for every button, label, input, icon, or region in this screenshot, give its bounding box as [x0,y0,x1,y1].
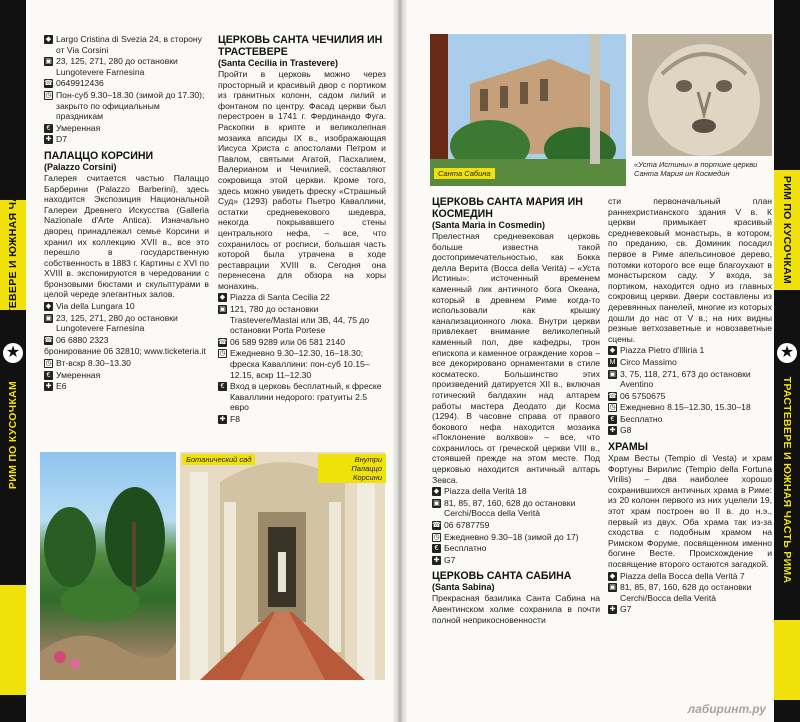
watermark: лабиринт.ру [687,702,766,716]
hours-line: ◷ Ежедневно 9.30–12.30, 16–18.30; фреска Каваллини: пон-суб 10.15–12.15, вскр 11–12.30 [219,348,370,380]
botanical-garden-photo [40,452,176,680]
cross-icon: ✚ [45,136,52,144]
map-ref-line: ✚ G7 [609,604,632,615]
santa-maria-cosmedin-body: Прелестная средневековая церковь больше известна такой достопримечательностью, как Бокка делла Верита (Bocca della Verità) – «Уста Истины»: источенный временем каменный лик античного бога Океана, который в древнем Риме когда-то использовали как крышку канализационного люка. Внутри церкви привлекает внимание великолепный каменный пол, две кафедры, трон епископа и каменное ограждение хоров – все декорировано орнаментами в стиле косматеско. Большинство этих произведений датируется XII в., включая готический балдахин над алтарем работы мастера Деодато ди Косма (1294). В часовне справа от правого бокового нефа находится мозаика «Поклонение волхвов» – все, что сохранилось от греческой церкви VIII в., стоявшей прежде на этом месте. Под церковью находится античный алтарь Зевса. [432,231,600,485]
ticket-icon: € [608,415,617,424]
map-pin-icon: ◆ [609,347,616,355]
phone-icon: ☎ [432,522,441,530]
map-ref-line: ✚ D7 [45,134,67,145]
temples-title: ХРАМЫ [608,441,649,454]
hours-line: ◷ Пон-суб 9.30–18.30 (зимой до 17.30); закрыто по официальным праздникам [45,89,205,122]
santa-sabina-photo [430,34,626,186]
palazzo-corsini-interior-photo [180,452,385,680]
hours-line: ◷ Ежедневно 9.30–18 (зимой до 17) [433,531,579,542]
mask-illustration [632,34,772,156]
cross-icon: ✚ [433,556,440,564]
left-tab-section-label: ТРАСТЕВЕРЕ И ЮЖНАЯ ЧАСТЬ РИМА [7,136,19,344]
ticket-icon: € [218,382,227,391]
map-pin-icon: ◆ [433,488,440,496]
map-ref-line: ✚ E6 [45,381,67,392]
book-gutter [392,0,408,722]
transport-line: ▣ 23, 125, 271, 280 до остановки Lungotevere Farnesina [45,56,178,77]
palazzo-corsini-subtitle: (Palazzo Corsini) [44,161,117,172]
left-tab-book-label: РИМ ПО КУСОЧКАМ [7,380,19,490]
santa-maria-cosmedin-title: ЦЕРКОВЬ САНТА МАРИЯ ИН КОСМЕДИН [432,196,583,220]
transport-line: ▣ 23, 125, 271, 280 до остановки Lungotevere Farnesina [45,312,178,334]
transport-line: ▣ 121, 780 до остановки Trastevere/Mastai или 3B, 44, 75 до остановки Porta Portese [219,304,370,336]
church-illustration [430,34,626,186]
santa-maria-cosmedin-subtitle: (Santa Maria in Cosmedin) [432,220,546,230]
address-line: ◆ Piazza della Verità 18 [433,486,527,497]
santa-sabina-body-continued: сти первоначальный план раннехристианского здания V в. К церкви примыкает красивый средневековый монастырь, в котором, по преданию, св. Доминик посадил первое в Риме апельсиновое дерево, потомки которого все еще благоухают в монастырском саду. У входа, за портиком, находится одно из главных сокровищ церкви. Двери составлены из деревянных панелей, многие из которых дошли до нас от V в.; на них видны резные ветхозаветные и новозаветные сцены. [608,196,772,344]
transport-line: ▣ 81, 85, 87, 160, 628 до остановки Cerchi/Bocca della Verità [609,582,752,603]
phone-line: ☎ 06 589 9289 или 06 581 2140 [218,336,345,347]
clock-icon: ◷ [609,404,616,412]
cross-icon: ✚ [45,383,52,391]
garden-illustration [40,452,176,680]
cross-icon: ✚ [219,416,226,423]
address-line: ◆ Piazza Pietro d'Illiria 1 [609,345,705,356]
price-line: € Вход в церковь бесплатный, к фреске Каваллини недорого: гратуиты 2.5 евро [218,381,386,413]
ticket-icon: € [44,124,53,133]
santa-sabina-body: Прекрасная базилика Санта Сабина на Авентинском холме сохранила в почти полной неприкосновенности [432,593,600,625]
palazzo-corsini-title: ПАЛАЦЦО КОРСИНИ [44,149,154,162]
transport-line: ▣ 81, 85, 87, 160, 628 до остановки Cerchi/Bocca della Verità [433,497,576,519]
phone-line: ☎ 0649912436 [44,78,104,89]
santa-cecilia-title: ЦЕРКОВЬ САНТА ЧЕЧИЛИЯ ИН ТРАСТЕВЕРЕ [218,34,383,58]
santa-sabina-title: ЦЕРКОВЬ САНТА САБИНА [432,570,572,583]
phone-line: ☎ 06 5750675 [608,390,666,401]
bus-icon: ▣ [219,306,226,314]
left-page [0,0,398,722]
phone-icon: ☎ [44,80,53,88]
metro-icon: M [609,358,616,366]
phone-line: ☎ 06 6880 2323 [44,334,109,345]
cross-icon: ✚ [609,606,616,614]
bus-icon: ▣ [433,499,440,507]
map-pin-icon: ◆ [45,36,52,43]
address-line: ◆ Via della Lungara 10 [45,301,135,312]
cross-icon: ✚ [609,427,616,435]
map-ref-line: ✚ G8 [609,425,632,436]
left-tab-yellow-bottom [0,585,26,695]
clock-icon: ◷ [45,360,52,368]
clock-icon: ◷ [433,533,440,541]
right-column-1 [432,196,600,626]
price-line: € Бесплатно [608,414,772,425]
bus-icon: ▣ [609,584,616,592]
phone-icon: ☎ [608,392,617,400]
phone-line: ☎ 06 6787759 [432,520,490,531]
star-icon: ★ [3,343,23,363]
hours-line: ◷ Вт-вскр 8.30–13.30 [45,358,131,369]
page-number-right: 63 [780,706,793,718]
clock-icon: ◷ [45,91,52,99]
caption-santa-sabina: Санта Сабина [434,168,495,179]
right-side-tab [774,0,800,722]
transport-line: ▣ 3, 75, 118, 271, 673 до остановки Aventino [609,368,751,390]
caption-botanical-garden: Ботанический сад [182,454,255,465]
bus-icon: ▣ [609,370,616,378]
ticket-icon: € [432,544,441,553]
right-page [402,0,800,722]
santa-sabina-subtitle: (Santa Sabina) [432,582,495,593]
bus-icon: ▣ [45,58,52,66]
metro-line: M Circo Massimo [609,356,677,367]
booking-line: бронирование 06 32810; www.ticketeria.it [44,346,206,357]
right-tab-book-label: РИМ ПО КУСОЧКАМ [781,175,793,285]
mouth-of-truth-photo [632,34,772,156]
price-line: € Бесплатно [432,543,600,554]
map-pin-icon: ◆ [609,572,616,580]
left-column-2 [218,34,386,426]
ticket-icon: € [44,371,53,380]
phone-icon: ☎ [44,336,53,344]
map-ref-line: ✚ F8 [219,414,241,424]
bus-icon: ▣ [45,314,52,322]
corridor-illustration [180,452,385,680]
temples-body: Храм Весты (Tempio di Vesta) и храм Фортуны Вирилис (Tempio della Fortuna Virilis) – два наиболее хорошо сохранившихся античных храма в Риме: из 20 колонн первого из них уцелели 19, этот храм построен во II в. до н.э., первый из двух. Оба храма так из-за сходства с подобным храмом на Римском Форуме, посвященном именно богине Весте. Происхождение и посвящение второго остаются загадкой. [608,453,772,569]
palazzo-corsini-body: Галерея считается частью Палаццо Барберини (Palazzo Barberini), здесь находится Экспозиция Национальной Галереи Древнего Искусства (Galleria Nazionale d'Arte Antica). Изначально дворец принадлежал семье Корсини и хранил их коллекцию XVII в., все это перешло в государственную собственность в 1883 г. Картины с XVI по XVIII в. экспонируются в чередовании с бронзовыми бюстами и скульптурами в целой череде элегантных залов. [44,172,209,300]
caption-mouth-of-truth: «Уста Истины» в портике церкви Санта Мария ин Космедин [634,160,758,178]
map-pin-icon: ◆ [219,294,226,302]
price-line: € Умеренная [44,370,209,381]
page-number-left: 62 [7,706,20,718]
price-line: € Умеренная [44,123,209,134]
address-line: ◆ Piazza della Bocca della Verità 7 [609,570,745,581]
caption-corsini-interior: Внутри Палаццо Корсини [318,454,386,483]
left-column-1 [44,34,209,393]
santa-cecilia-body: Пройти в церковь можно через просторный и красивый двор с портиком из гранитных колонн, садом лилий и фонтаном по центру. Фасад церкви был перестроен в 1741 г. Фердинандо Фуга. Раскопки в крипте и великолепная мозаика апсиды IX в., изображающая Иисуса Христа с апостолами Петром и Павлом, святыми Агатой, Пасхалием, Валерианом и Чечилией, составляют сокровища этой церкви. Кроме того, здесь можно увидеть фреску «Страшный Суд» (1293) работы Пьетро Каваллини, остатки средневекового шедевра, некогда покрывавшего стены центрального нефа, – все, что сохранилось от росписи, большая часть которой была утрачена в ходе реставрации XVIII в. Сегодня она перенесена для обзора на хоры монахинь. [218,69,386,291]
phone-icon: ☎ [218,338,227,346]
clock-icon: ◷ [219,350,226,358]
map-pin-icon: ◆ [45,303,52,311]
right-tab-yellow-bottom [774,620,800,700]
right-column-2 [608,196,772,616]
address-line: ◆ Piazza di Santa Cecilia 22 [219,292,330,303]
right-tab-section-label: ТРАСТЕВЕРЕ И ЮЖНАЯ ЧАСТЬ РИМА [781,376,793,584]
star-icon: ★ [777,343,797,363]
address-line: ◆ Largo Cristina di Svezia 24, в сторону от Via Corsini [45,34,202,55]
santa-cecilia-subtitle: (Santa Cecilia in Trastevere) [218,58,339,68]
left-side-tab [0,0,26,722]
map-ref-line: ✚ G7 [433,554,456,565]
hours-line: ◷ Ежедневно 8.15–12.30, 15.30–18 [609,402,751,413]
